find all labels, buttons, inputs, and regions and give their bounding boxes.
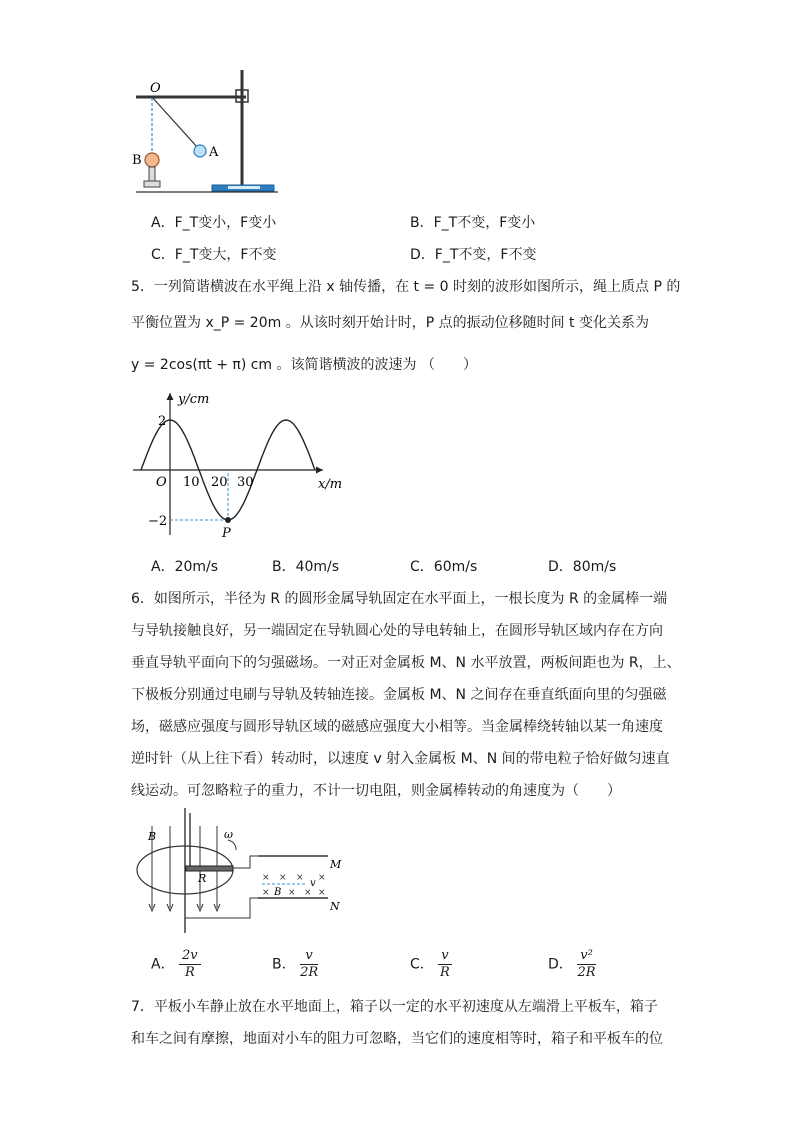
q6-line-3: 垂直导轨平面向下的匀强磁场。一对正对金属板 M、N 水平放置，两板间距也为 R，上、 bbox=[131, 655, 681, 671]
q6-line-4: 下极板分别通过电刷与导轨及转轴连接。金属板 M、N 之间存在垂直纸面向里的匀强磁 bbox=[131, 687, 667, 703]
q6-line-1: 6．如图所示，半径为 R 的圆形金属导轨固定在水平面上，一根长度为 R 的金属棒一端 bbox=[131, 591, 668, 607]
wave-graph bbox=[128, 385, 358, 545]
q5-option-c[interactable]: C．60m/s bbox=[410, 559, 478, 575]
svg-text:×: × bbox=[318, 888, 326, 898]
q7-line-2: 和车之间有摩擦，地面对小车的阻力可忽略，当它们的速度相等时，箱子和平板车的位 bbox=[131, 1031, 663, 1047]
svg-text:×: × bbox=[262, 888, 270, 898]
q6-option-a[interactable]: A． $\frac{2v}{R}$ bbox=[151, 948, 201, 981]
q6-option-d[interactable]: D． $\frac{\text{v²}}{2R}$ bbox=[548, 948, 596, 980]
velocity-label: v bbox=[310, 878, 316, 889]
y-axis-label: y/cm bbox=[178, 392, 210, 407]
q6-line-2: 与导轨接触良好，另一端固定在导轨圆心处的导电转轴上，在圆形导轨区域内存在方向 bbox=[131, 623, 663, 639]
plate-field-B-label: B bbox=[274, 887, 282, 898]
q6-line-6: 逆时针（从上往下看）转动时，以速度 v 射入金属板 M、N 间的带电粒子恰好做匀速直 bbox=[131, 751, 670, 767]
svg-text:×: × bbox=[288, 888, 296, 898]
plate-N-label: N bbox=[330, 900, 340, 913]
fraction: $\frac{v}{R}$ bbox=[440, 948, 450, 980]
x-tick-30: 30 bbox=[237, 475, 254, 490]
svg-text:×: × bbox=[318, 873, 326, 883]
q4-option-d[interactable]: D．F_T不变，F不变 bbox=[410, 247, 537, 263]
q5-option-d[interactable]: D．80m/s bbox=[548, 559, 617, 575]
svg-text:×: × bbox=[262, 873, 270, 883]
q6-line-5: 场，磁感应强度与圆形导轨区域的磁感应强度大小相等。当金属棒绕转轴以某一角速度 bbox=[131, 719, 663, 735]
svg-text:×: × bbox=[296, 873, 304, 883]
q5-line-3: y = 2cos(πt + π) cm 。该简谐横波的波速为 （ ） bbox=[131, 357, 477, 373]
label-A: A bbox=[209, 145, 219, 160]
q5-line-1: 5．一列简谐横波在水平绳上沿 x 轴传播，在 t = 0 时刻的波形如图所示，绳上质点 P 的 bbox=[131, 279, 681, 295]
x-axis-label: x/m bbox=[318, 477, 343, 492]
svg-text:×: × bbox=[279, 873, 287, 883]
q6-line-7: 线运动。可忽略粒子的重力，不计一切电阻，则金属棒转动的角速度为（ ） bbox=[131, 783, 621, 799]
q4-option-b[interactable]: B．F_T不变，F变小 bbox=[410, 215, 536, 231]
point-P bbox=[225, 517, 231, 523]
q5-line-2: 平衡位置为 x_P = 20m 。从该时刻开始计时，P 点的振动位移随时间 t 变化关系为 bbox=[131, 315, 649, 331]
x-tick-10: 10 bbox=[183, 475, 200, 490]
q5-option-a[interactable]: A．20m/s bbox=[151, 559, 219, 575]
svg-text:×: × bbox=[304, 888, 312, 898]
omega-label: ω bbox=[224, 828, 233, 841]
radius-label: R bbox=[198, 872, 207, 885]
q6-option-b[interactable]: B． $\frac{v}{2R}$ bbox=[272, 948, 319, 980]
fraction: $\frac{2v}{R}$ bbox=[179, 948, 201, 981]
y-tick-2: 2 bbox=[158, 414, 167, 429]
q4-option-c[interactable]: C．F_T变大，F不变 bbox=[151, 247, 277, 263]
point-P-label: P bbox=[222, 526, 231, 541]
q6-option-c[interactable]: C． $\frac{v}{R}$ bbox=[410, 948, 450, 980]
q5-option-b[interactable]: B．40m/s bbox=[272, 559, 340, 575]
field-label-B: B bbox=[148, 830, 157, 843]
x-tick-20: 20 bbox=[211, 475, 228, 490]
label-O: O bbox=[150, 81, 161, 96]
fraction: $\frac{\text{v²}}{2R}$ bbox=[577, 948, 596, 980]
y-tick-neg2: −2 bbox=[148, 514, 168, 529]
q7-line-1: 7．平板小车静止放在水平地面上，箱子以一定的水平初速度从左端滑上平板车，箱子 bbox=[131, 999, 658, 1015]
origin-label: O bbox=[156, 475, 167, 490]
plate-M-label: M bbox=[330, 858, 342, 871]
fraction: $\frac{v}{2R}$ bbox=[300, 948, 319, 980]
rotating-rod-figure bbox=[128, 808, 358, 938]
q4-option-a[interactable]: A．F_T变小，F变小 bbox=[151, 215, 277, 231]
pendulum-figure bbox=[128, 68, 288, 196]
label-B: B bbox=[132, 153, 142, 168]
